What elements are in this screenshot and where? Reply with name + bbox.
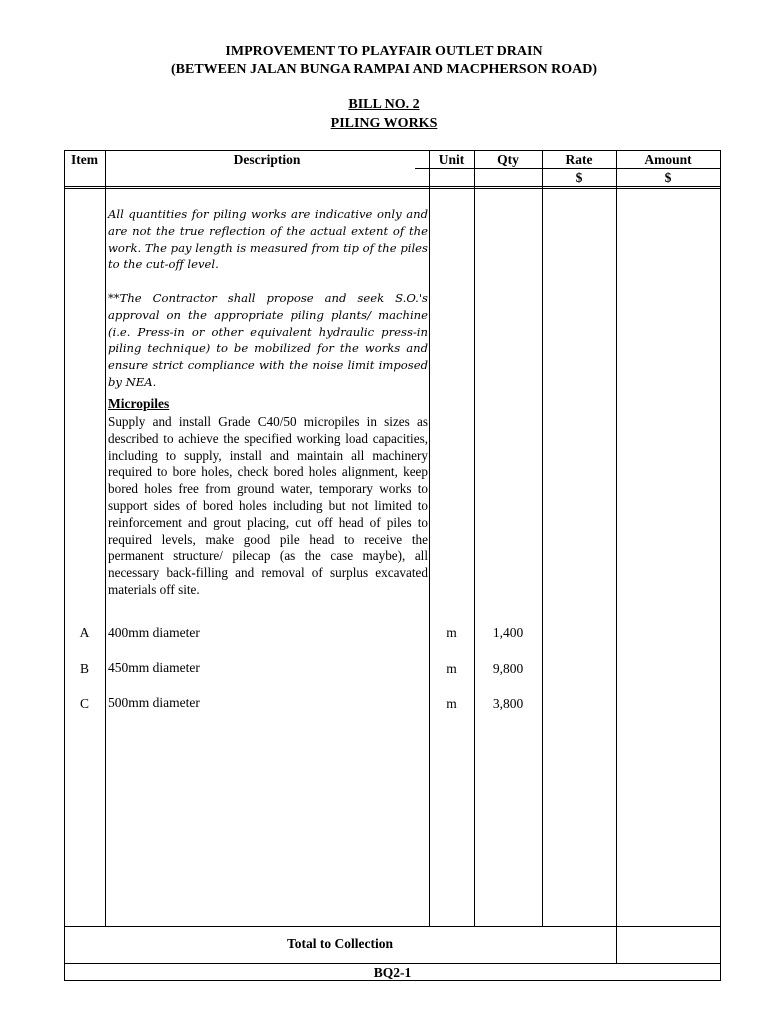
column-header-description: Description (233, 152, 301, 167)
item-code: C (79, 696, 89, 711)
item-code: A (79, 625, 90, 640)
section-description: Supply and install Grade C40/50 micropiles in sizes as described to achieve the specified working load capacities, including to supply, install and maintain all machinery required to bore holes, check bored holes alignment, keep bored holes free from ground water, temporary works to support sides of bored holes including but not limited to reinforcement and grout placing, cut off head of piles to required levels, make good pile head to receive the permanent structure/ pilecap (as the case maybe), all necessary back-filling and removal of surplus excavated materials off site. (108, 414, 428, 597)
item-unit: m (446, 696, 457, 711)
column-header-amount: Amount (644, 152, 692, 167)
amount-currency-label: $ (664, 170, 672, 185)
item-unit: m (446, 661, 457, 676)
bill-title: PILING WORKS (330, 116, 438, 131)
note-indicative-quantities: All quantities for piling works are indicative only and are not the true reflection of the actual extent of the work. The pay length is measured from tip of the piles to the cut-off level. (108, 207, 428, 272)
document-title-line2: (BETWEEN JALAN BUNGA RAMPAI AND MACPHERSON ROAD) (171, 62, 597, 77)
item-description: 500mm diameter (108, 695, 200, 710)
column-header-unit: Unit (438, 152, 465, 167)
column-header-rate: Rate (565, 152, 593, 167)
total-to-collection-label: Total to Collection (287, 936, 393, 951)
document-title-line1: IMPROVEMENT TO PLAYFAIR OUTLET DRAIN (225, 44, 543, 59)
item-description: 400mm diameter (108, 625, 200, 640)
item-unit: m (446, 625, 457, 640)
section-heading: Micropiles (108, 396, 170, 411)
item-code: B (79, 661, 89, 676)
item-qty: 9,800 (492, 661, 524, 676)
rate-currency-label: $ (575, 170, 583, 185)
item-qty: 1,400 (492, 625, 524, 640)
page-reference: BQ2-1 (373, 965, 412, 980)
column-header-item: Item (71, 152, 98, 167)
note-contractor-approval: **The Contractor shall propose and seek S.O.'s approval on the appropriate piling plants/ machine (i.e. Press-in or other equivalent hydraulic press-in piling technique) to be mobilized for the works and ensure strict compliance with the noise limit imposed by NEA. (108, 291, 428, 389)
item-description: 450mm diameter (108, 660, 200, 675)
bill-number: BILL NO. 2 (348, 97, 420, 112)
item-qty: 3,800 (492, 696, 524, 711)
column-header-qty: Qty (497, 152, 519, 167)
